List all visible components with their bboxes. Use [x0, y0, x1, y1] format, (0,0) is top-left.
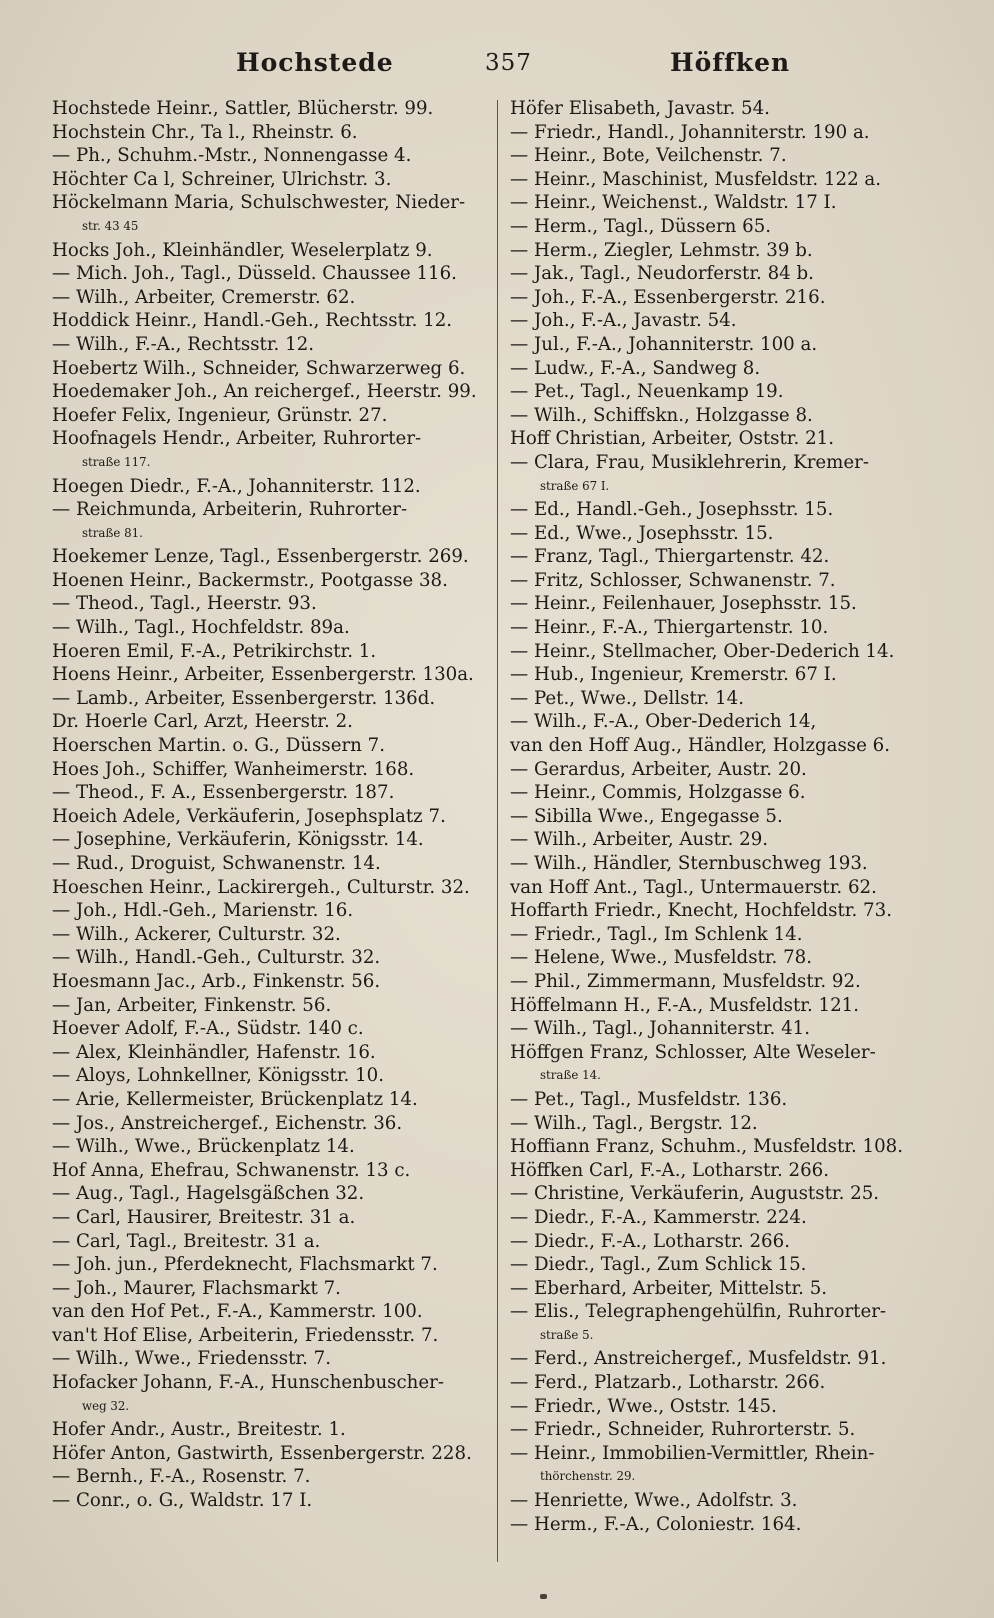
entry-continuation: straße 14.: [540, 1068, 601, 1083]
entry-continuation: str. 43 45: [82, 218, 139, 233]
directory-entry: — Wilh., Tagl., Johanniterstr. 41.: [510, 1018, 811, 1040]
directory-entry: — Wilh., Händler, Sternbuschweg 193.: [510, 853, 868, 874]
directory-entry: — Wilh., Tagl., Bergstr. 12.: [510, 1112, 758, 1134]
entry-continuation: straße 81.: [82, 525, 143, 540]
directory-entry: Hoesmann Jac., Arb., Finkenstr. 56.: [52, 970, 381, 992]
directory-entry: — Phil., Zimmermann, Musfeldstr. 92.: [510, 970, 861, 992]
directory-entry: — Rud., Droguist, Schwanenstr. 14.: [52, 853, 381, 874]
directory-entry: — Lamb., Arbeiter, Essenbergerstr. 136d.: [52, 687, 436, 709]
directory-entry: — Alex, Kleinhändler, Hafenstr. 16.: [52, 1041, 376, 1063]
print-mark: [540, 1594, 547, 1599]
directory-entry: — Heinr., Feilenhauer, Josephsstr. 15.: [510, 593, 857, 615]
directory-entry: — Diedr., Tagl., Zum Schlick 15.: [510, 1254, 807, 1276]
column-divider: [497, 100, 498, 1562]
directory-entry: — Christine, Verkäuferin, Auguststr. 25.: [510, 1183, 880, 1205]
directory-entry: Hoeich Adele, Verkäuferin, Josephsplatz 7.: [52, 805, 446, 827]
directory-entry: Höfer Anton, Gastwirth, Essenbergerstr. 228.: [52, 1442, 472, 1464]
directory-entry: — Ed., Handl.-Geh., Josephsstr. 15.: [510, 499, 834, 521]
directory-entry: — Jos., Anstreichergef., Eichenstr. 36.: [52, 1112, 403, 1134]
directory-entry: — Friedr., Wwe., Oststr. 145.: [510, 1395, 777, 1417]
directory-entry: Dr. Hoerle Carl, Arzt, Heerstr. 2.: [52, 711, 353, 733]
directory-entry: — Heinr., Weichenst., Waldstr. 17 I.: [510, 192, 837, 214]
directory-entry: — Diedr., F.-A., Lotharstr. 266.: [510, 1230, 790, 1252]
directory-entry: Hoffarth Friedr., Knecht, Hochfeldstr. 73.: [510, 900, 892, 922]
directory-entry: — Carl, Tagl., Breitestr. 31 a.: [52, 1230, 321, 1252]
directory-entry: Hofacker Johann, F.-A., Hunschenbuscher-: [52, 1372, 444, 1394]
directory-entry: Hochstede Heinr., Sattler, Blücherstr. 99.: [52, 98, 434, 119]
header-right-title: Höffken: [670, 48, 791, 77]
directory-entry: van Hoff Ant., Tagl., Untermauerstr. 62.: [510, 876, 877, 898]
directory-entry: — Bernh., F.-A., Rosenstr. 7.: [52, 1466, 311, 1488]
directory-entry: — Ferd., Anstreichergef., Musfeldstr. 91.: [510, 1348, 887, 1370]
directory-entry: — Eberhard, Arbeiter, Mittelstr. 5.: [510, 1277, 828, 1299]
directory-entry: — Pet., Tagl., Neuenkamp 19.: [510, 381, 784, 403]
directory-entry: — Ludw., F.-A., Sandweg 8.: [510, 357, 761, 379]
directory-entry: van den Hoff Aug., Händler, Holzgasse 6.: [510, 735, 891, 757]
directory-entry: — Aug., Tagl., Hagelsgäßchen 32.: [52, 1183, 365, 1205]
directory-entry: Hoffiann Franz, Schuhm., Musfeldstr. 108.: [510, 1136, 904, 1158]
directory-entry: — Franz, Tagl., Thiergartenstr. 42.: [510, 546, 830, 568]
directory-entry: Hoeren Emil, F.-A., Petrikirchstr. 1.: [52, 640, 377, 662]
directory-entry: Hofer Andr., Austr., Breitestr. 1.: [52, 1419, 346, 1441]
directory-entry: — Pet., Tagl., Musfeldstr. 136.: [510, 1088, 788, 1110]
directory-entry: — Helene, Wwe., Musfeldstr. 78.: [510, 947, 813, 969]
directory-entry: Hoegen Diedr., F.-A., Johanniterstr. 112.: [52, 475, 421, 497]
directory-entry: — Ph., Schuhm.-Mstr., Nonnengasse 4.: [52, 145, 412, 167]
page-header: [40, 48, 964, 88]
directory-entry: Hochstein Chr., Ta l., Rheinstr. 6.: [52, 121, 358, 143]
directory-entry: — Theod., F. A., Essenbergerstr. 187.: [52, 782, 395, 804]
directory-entry: Hoddick Heinr., Handl.-Geh., Rechtsstr. 12.: [52, 310, 453, 332]
directory-entry: — Wilh., Arbeiter, Austr. 29.: [510, 829, 769, 851]
directory-entry: Hoeschen Heinr., Lackirergeh., Culturstr. 32.: [52, 876, 470, 898]
left-column: [52, 97, 482, 1513]
directory-entry: — Pet., Wwe., Dellstr. 14.: [510, 687, 744, 709]
directory-entry: Hoefer Felix, Ingenieur, Grünstr. 27.: [52, 404, 388, 426]
right-column: [510, 97, 950, 1536]
directory-entry: — Diedr., F.-A., Kammerstr. 224.: [510, 1206, 807, 1228]
directory-entry: — Sibilla Wwe., Engegasse 5.: [510, 805, 783, 827]
directory-entry: — Heinr., Maschinist, Musfeldstr. 122 a.: [510, 168, 882, 190]
directory-entry: — Herm., Ziegler, Lehmstr. 39 b.: [510, 239, 813, 261]
directory-entry: Höchter Ca l, Schreiner, Ulrichstr. 3.: [52, 168, 392, 190]
directory-entry: Hoens Heinr., Arbeiter, Essenbergerstr. 130a.: [52, 664, 474, 686]
directory-entry: — Theod., Tagl., Heerstr. 93.: [52, 593, 317, 615]
directory-entry: — Heinr., Bote, Veilchenstr. 7.: [510, 145, 787, 167]
directory-entry: — Ed., Wwe., Josephsstr. 15.: [510, 522, 774, 544]
directory-entry: — Conr., o. G., Waldstr. 17 I.: [52, 1490, 313, 1512]
directory-entry: van den Hof Pet., F.-A., Kammerstr. 100.: [52, 1301, 423, 1323]
directory-entry: Hoes Joh., Schiffer, Wanheimerstr. 168.: [52, 758, 415, 780]
directory-entry: — Wilh., Schiffskn., Holzgasse 8.: [510, 404, 813, 426]
directory-entry: — Reichmunda, Arbeiterin, Ruhrorter-: [52, 499, 408, 521]
directory-entry: Hoebertz Wilh., Schneider, Schwarzerweg 6.: [52, 357, 466, 379]
directory-entry: Höffken Carl, F.-A., Lotharstr. 266.: [510, 1159, 830, 1181]
directory-entry: — Henriette, Wwe., Adolfstr. 3.: [510, 1490, 798, 1512]
directory-entry: — Herm., F.-A., Coloniestr. 164.: [510, 1513, 802, 1535]
directory-entry: Hoofnagels Hendr., Arbeiter, Ruhrorter-: [52, 428, 422, 450]
directory-entry: — Wilh., F.-A., Ober-Dederich 14,: [510, 711, 817, 733]
entry-continuation: straße 5.: [540, 1327, 594, 1342]
entry-continuation: weg 32.: [82, 1398, 130, 1413]
directory-entry: — Friedr., Handl., Johanniterstr. 190 a.: [510, 121, 870, 143]
directory-entry: — Jan, Arbeiter, Finkenstr. 56.: [52, 994, 332, 1016]
directory-entry: — Josephine, Verkäuferin, Königsstr. 14.: [52, 829, 424, 851]
directory-entry: — Carl, Hausirer, Breitestr. 31 a.: [52, 1206, 356, 1228]
directory-entry: — Gerardus, Arbeiter, Austr. 20.: [510, 758, 807, 780]
directory-entry: — Wilh., Ackerer, Culturstr. 32.: [52, 923, 341, 945]
directory-entry: — Jak., Tagl., Neudorferstr. 84 b.: [510, 263, 814, 285]
directory-entry: — Clara, Frau, Musiklehrerin, Kremer-: [510, 451, 870, 473]
directory-entry: — Heinr., Stellmacher, Ober-Dederich 14.: [510, 640, 895, 662]
entry-continuation: straße 67 I.: [540, 478, 610, 493]
directory-entry: van't Hof Elise, Arbeiterin, Friedensstr. 7.: [52, 1324, 439, 1346]
directory-entry: — Wilh., Wwe., Brückenplatz 14.: [52, 1136, 355, 1158]
entry-continuation: straße 117.: [82, 454, 151, 469]
directory-entry: — Mich. Joh., Tagl., Düsseld. Chaussee 116.: [52, 263, 457, 285]
directory-entry: — Ferd., Platzarb., Lotharstr. 266.: [510, 1372, 826, 1394]
directory-entry: — Joh., F.-A., Essenbergerstr. 216.: [510, 286, 826, 308]
directory-entry: — Joh., Hdl.-Geh., Marienstr. 16.: [52, 900, 354, 922]
directory-entry: — Joh. jun., Pferdeknecht, Flachsmarkt 7.: [52, 1254, 438, 1276]
directory-entry: — Jul., F.-A., Johanniterstr. 100 a.: [510, 333, 818, 355]
directory-entry: — Arie, Kellermeister, Brückenplatz 14.: [52, 1088, 418, 1110]
page-number: 357: [485, 50, 532, 76]
directory-entry: — Wilh., Tagl., Hochfeldstr. 89a.: [52, 617, 350, 639]
directory-entry: Hoff Christian, Arbeiter, Oststr. 21.: [510, 428, 834, 450]
directory-entry: Hoever Adolf, F.-A., Südstr. 140 c.: [52, 1018, 364, 1040]
directory-entry: Höfer Elisabeth, Javastr. 54.: [510, 98, 770, 119]
directory-entry: — Joh., F.-A., Javastr. 54.: [510, 310, 737, 332]
entry-continuation: thörchenstr. 29.: [540, 1469, 636, 1484]
directory-entry: Höffelmann H., F.-A., Musfeldstr. 121.: [510, 994, 860, 1016]
directory-entry: — Aloys, Lohnkellner, Königsstr. 10.: [52, 1065, 385, 1087]
directory-entry: — Herm., Tagl., Düssern 65.: [510, 215, 772, 237]
directory-entry: — Friedr., Tagl., Im Schlenk 14.: [510, 923, 803, 945]
directory-entry: — Heinr., F.-A., Thiergartenstr. 10.: [510, 617, 829, 639]
directory-entry: Hocks Joh., Kleinhändler, Weselerplatz 9.: [52, 239, 433, 261]
directory-entry: — Hub., Ingenieur, Kremerstr. 67 I.: [510, 664, 837, 686]
directory-entry: Hoerschen Martin. o. G., Düssern 7.: [52, 735, 386, 757]
directory-entry: — Friedr., Schneider, Ruhrorterstr. 5.: [510, 1419, 856, 1441]
directory-entry: Hof Anna, Ehefrau, Schwanenstr. 13 c.: [52, 1159, 411, 1181]
directory-entry: Höckelmann Maria, Schulschwester, Nieder-: [52, 192, 466, 214]
directory-entry: Höffgen Franz, Schlosser, Alte Weseler-: [510, 1041, 876, 1063]
directory-entry: — Heinr., Immobilien-Vermittler, Rhein-: [510, 1442, 875, 1464]
directory-entry: Hoenen Heinr., Backermstr., Pootgasse 38.: [52, 569, 448, 591]
directory-entry: — Wilh., Arbeiter, Cremerstr. 62.: [52, 286, 356, 308]
directory-entry: — Wilh., F.-A., Rechtsstr. 12.: [52, 333, 315, 355]
directory-entry: — Wilh., Wwe., Friedensstr. 7.: [52, 1348, 332, 1370]
directory-entry: — Elis., Telegraphengehülfin, Ruhrorter-: [510, 1301, 887, 1323]
header-left-title: Hochstede: [236, 48, 394, 77]
directory-entry: Hoekemer Lenze, Tagl., Essenbergerstr. 269.: [52, 546, 469, 568]
directory-entry: — Heinr., Commis, Holzgasse 6.: [510, 782, 806, 804]
directory-entry: — Joh., Maurer, Flachsmarkt 7.: [52, 1277, 341, 1299]
directory-entry: Hoedemaker Joh., An reichergef., Heerstr. 99.: [52, 381, 477, 403]
directory-entry: — Fritz, Schlosser, Schwanenstr. 7.: [510, 569, 836, 591]
directory-entry: — Wilh., Handl.-Geh., Culturstr. 32.: [52, 947, 381, 969]
